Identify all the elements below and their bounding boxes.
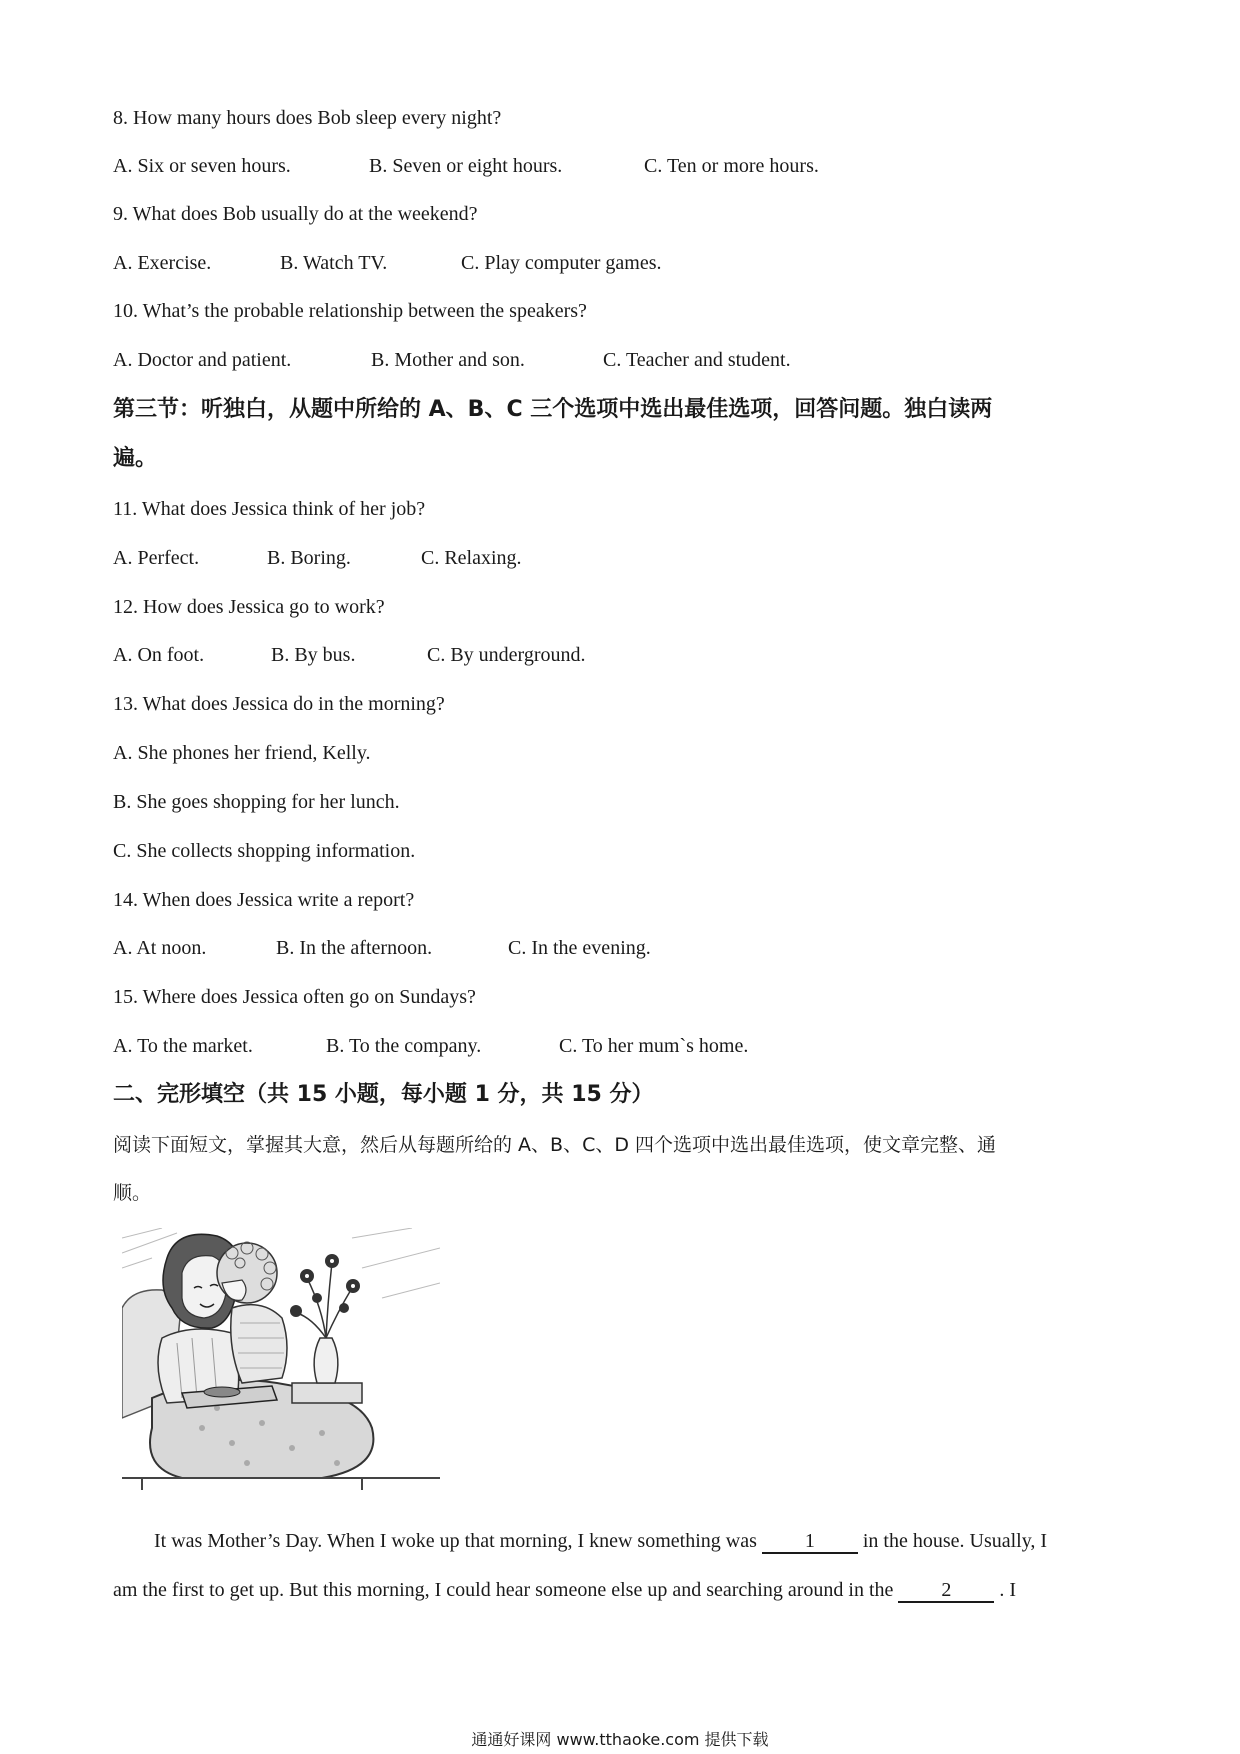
question-8: 8. How many hours does Bob sleep every night? [113,107,502,129]
options-14 [113,935,651,961]
question-13: 13. What does Jessica do in the morning? [113,693,445,715]
part-2-heading: 二、完形填空（共 15 小题，每小题 1 分，共 15 分） [113,1082,654,1107]
passage-line-2-text-after: . I [994,1579,1017,1601]
section-3-heading-line2: 遍。 [113,446,158,471]
passage-line-1-text-after: in the house. Usually, I [857,1530,1048,1552]
option-9a: A. Exercise. [113,252,212,274]
option-15c: C. To her mum`s home. [559,1035,749,1057]
passage-line-1 [154,1528,1047,1554]
question-11: 11. What does Jessica think of her job? [113,498,426,520]
mother-and-child-illustration [122,1228,440,1490]
option-11a: A. Perfect. [113,547,200,569]
blank-1: 1 [762,1530,858,1554]
option-15b: B. To the company. [326,1035,482,1057]
question-10: 10. What’s the probable relationship between the speakers? [113,300,587,322]
option-12c: C. By underground. [427,644,586,666]
options-9 [113,250,662,276]
options-10 [113,347,791,373]
option-12b: B. By bus. [271,644,356,666]
option-9c: C. Play computer games. [461,252,662,274]
option-10b: B. Mother and son. [371,349,525,371]
page-footer: 通通好课网 www.tthaoke.com 提供下载 [471,1730,769,1749]
part-2-instruction-line1: 阅读下面短文，掌握其大意，然后从每题所给的 A、B、C、D 四个选项中选出最佳选项，使文章完整、通 [113,1134,997,1156]
blank-2: 2 [898,1579,994,1603]
question-12: 12. How does Jessica go to work? [113,596,385,618]
section-3-heading-line1: 第三节：听独白，从题中所给的 A、B、C 三个选项中选出最佳选项，回答问题。独白读两 [113,397,993,422]
option-13a: A. She phones her friend, Kelly. [113,742,371,764]
option-13b: B. She goes shopping for her lunch. [113,791,400,813]
option-8b: B. Seven or eight hours. [369,155,563,177]
option-8c: C. Ten or more hours. [644,155,819,177]
option-8a: A. Six or seven hours. [113,155,291,177]
question-15: 15. Where does Jessica often go on Sundays? [113,986,476,1008]
passage-line-1-text-before: It was Mother’s Day. When I woke up that morning, I knew something was [154,1530,762,1552]
option-14c: C. In the evening. [508,937,651,959]
options-15 [113,1033,748,1059]
option-11b: B. Boring. [267,547,351,569]
options-11 [113,545,522,571]
question-9: 9. What does Bob usually do at the weekend? [113,203,478,225]
options-12 [113,642,586,668]
option-15a: A. To the market. [113,1035,253,1057]
option-11c: C. Relaxing. [421,547,522,569]
option-12a: A. On foot. [113,644,205,666]
option-14a: A. At noon. [113,937,207,959]
option-10a: A. Doctor and patient. [113,349,292,371]
passage-line-2 [113,1577,1016,1603]
passage-line-2-text-before: am the first to get up. But this morning, I could hear someone else up and searching around in the [113,1579,899,1601]
part-2-instruction-line2: 顺。 [113,1182,152,1204]
question-14: 14. When does Jessica write a report? [113,889,415,911]
option-13c: C. She collects shopping information. [113,840,416,862]
option-10c: C. Teacher and student. [603,349,791,371]
options-8 [113,153,819,179]
option-14b: B. In the afternoon. [276,937,433,959]
option-9b: B. Watch TV. [280,252,388,274]
